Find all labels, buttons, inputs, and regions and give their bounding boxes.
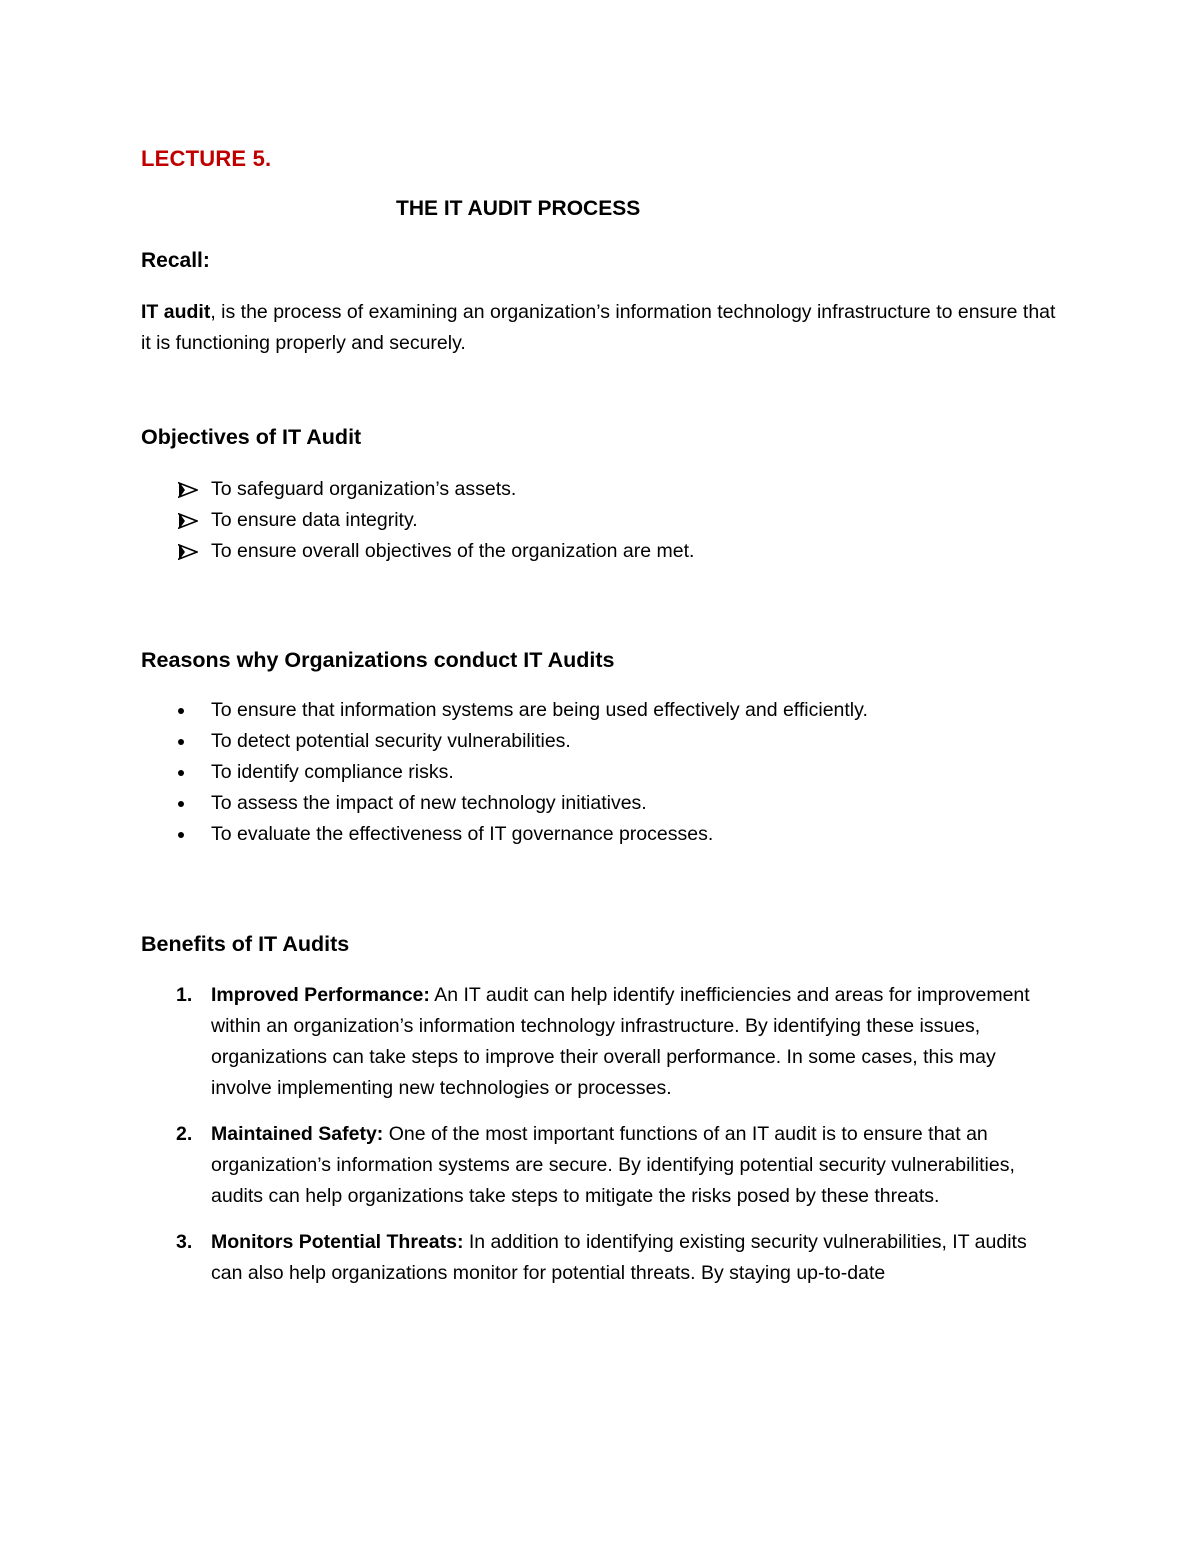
reason-text: To detect potential security vulnerabilities. bbox=[211, 730, 571, 752]
lecture-label: LECTURE 5. bbox=[141, 146, 272, 171]
list-item bbox=[0, 695, 1200, 726]
benefit-term: Improved Performance: bbox=[211, 984, 430, 1006]
reason-text: To ensure that information systems are being used effectively and efficiently. bbox=[211, 699, 868, 721]
reasons-heading: Reasons why Organizations conduct IT Audits bbox=[141, 648, 615, 672]
reason-text: To evaluate the effectiveness of IT governance processes. bbox=[211, 823, 714, 845]
document-title: THE IT AUDIT PROCESS bbox=[396, 197, 641, 220]
list-item bbox=[0, 474, 1200, 505]
benefit-text: One of the most important functions of an IT audit is to ensure that an organization’s information systems are secure. By identifying potential security vulnerabilities, audits can help organizations take steps to mitigate the risks posed by these threats. bbox=[211, 1123, 1015, 1207]
benefit-body bbox=[211, 1227, 1056, 1289]
recall-heading: Recall: bbox=[141, 249, 210, 272]
item-number: 1. bbox=[176, 984, 193, 1006]
reasons-list bbox=[0, 695, 1200, 850]
benefit-body bbox=[211, 980, 1056, 1104]
objective-text: To ensure data integrity. bbox=[211, 509, 418, 531]
benefit-text: In addition to identifying existing security vulnerabilities, IT audits can also help organizations monitor for potential threats. By staying up-to-date bbox=[211, 1231, 1027, 1284]
list-item bbox=[0, 1119, 1200, 1212]
recall-paragraph bbox=[141, 297, 1061, 359]
recall-term: IT audit bbox=[141, 301, 211, 323]
list-item bbox=[0, 819, 1200, 850]
benefits-heading: Benefits of IT Audits bbox=[141, 932, 350, 956]
benefit-term: Monitors Potential Threats: bbox=[211, 1231, 464, 1253]
list-item bbox=[0, 980, 1200, 1104]
list-item bbox=[0, 536, 1200, 567]
benefits-list bbox=[0, 980, 1200, 1304]
list-item bbox=[0, 757, 1200, 788]
list-item bbox=[0, 788, 1200, 819]
recall-definition: , is the process of examining an organization’s information technology infrastructure to ensure that it is functioning properly and securely. bbox=[141, 301, 1056, 354]
objectives-heading: Objectives of IT Audit bbox=[141, 425, 362, 449]
list-item bbox=[0, 726, 1200, 757]
reason-text: To identify compliance risks. bbox=[211, 761, 454, 783]
objective-text: To safeguard organization’s assets. bbox=[211, 478, 517, 500]
benefit-body bbox=[211, 1119, 1056, 1212]
benefit-term: Maintained Safety: bbox=[211, 1123, 384, 1145]
benefit-text: An IT audit can help identify inefficiencies and areas for improvement within an organization’s information technology infrastructure. By identifying these issues, organizations can take steps to improve their overall performance. In some cases, this may involve implementing new technologies or processes. bbox=[211, 984, 1030, 1099]
objectives-list bbox=[0, 474, 1200, 567]
objective-text: To ensure overall objectives of the organization are met. bbox=[211, 540, 695, 562]
reason-text: To assess the impact of new technology initiatives. bbox=[211, 792, 647, 814]
list-item bbox=[0, 1227, 1200, 1289]
item-number: 3. bbox=[176, 1231, 193, 1253]
list-item bbox=[0, 505, 1200, 536]
item-number: 2. bbox=[176, 1123, 193, 1145]
